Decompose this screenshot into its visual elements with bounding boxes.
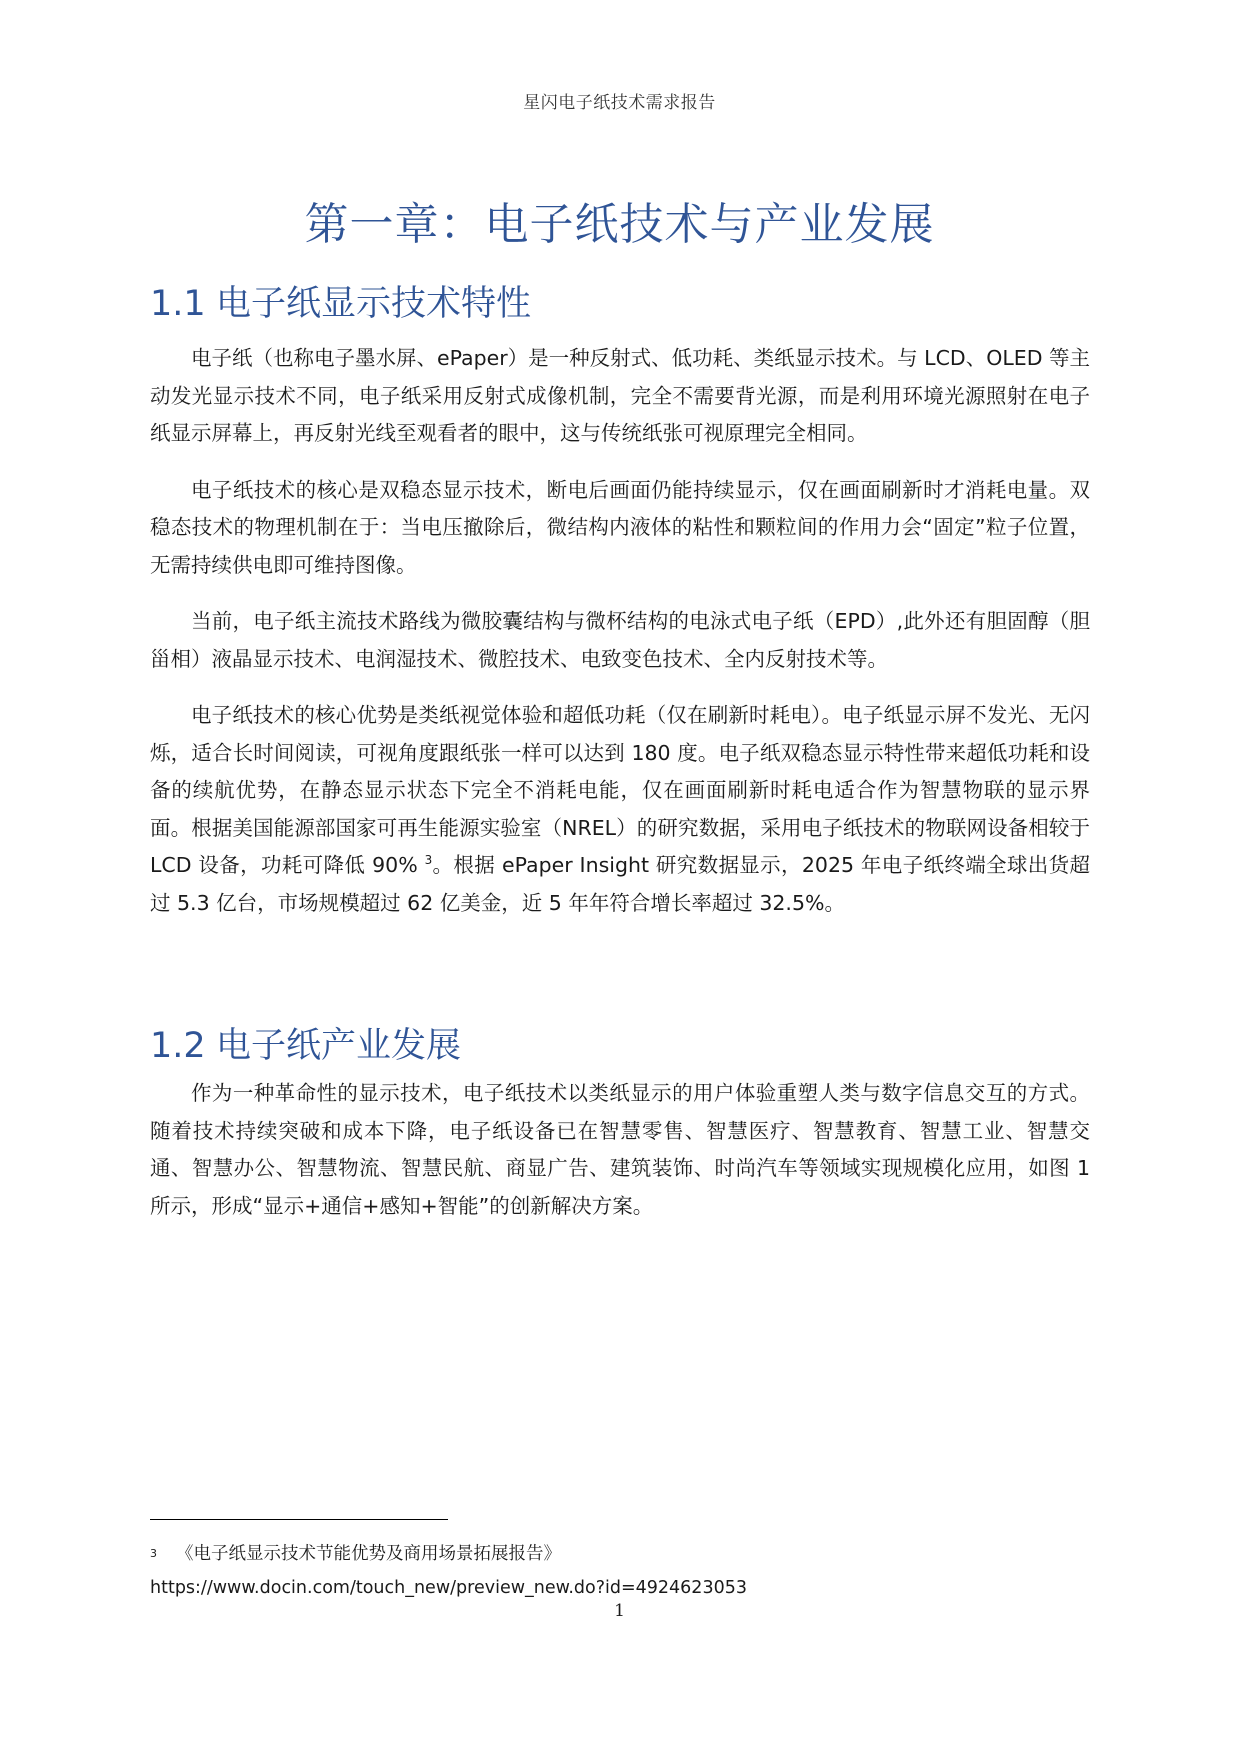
- footnote-mark: 3: [150, 1547, 157, 1560]
- paragraph-text-after-note: 。根据 ePaper Insight 研究数据显示，2025 年电子纸终端全球出货超过 5.3 亿台，市场规模超过 62 亿美金，近 5 年年符合增长率超过 32.5%。: [150, 853, 1090, 915]
- section-title: 电子纸产业发展: [216, 1026, 462, 1066]
- body-paragraph: 电子纸技术的核心是双稳态显示技术，断电后画面仍能持续显示，仅在画面刷新时才消耗电量。双稳态技术的物理机制在于：当电压撤除后，微结构内液体的粘性和颗粒间的作用力会“固定”粒子位置，无需持续供电即可维持图像。: [150, 477, 1090, 577]
- footnote-divider: [150, 1519, 448, 1520]
- section-number: 1.2: [150, 1026, 206, 1066]
- section-1-1-body: [150, 340, 1090, 941]
- section-1-2-body: [150, 1075, 1090, 1244]
- section-heading-1-1: [150, 276, 531, 326]
- body-paragraph: 电子纸（也称电子墨水屏、ePaper）是一种反射式、低功耗、类纸显示技术。与 LCD、OLED 等主动发光显示技术不同，电子纸采用反射式成像机制，完全不需要背光源，而是利用环境光源照射在电子纸显示屏幕上，再反射光线至观看者的眼中，这与传统纸张可视原理完全相同。: [150, 346, 1091, 445]
- running-header: 星闪电子纸技术需求报告: [523, 93, 716, 113]
- section-title: 电子纸显示技术特性: [216, 284, 532, 324]
- footnote-url[interactable]: https://www.docin.com/touch_new/preview_new.do?id=4924623053: [150, 1578, 747, 1598]
- footnote: [150, 1537, 1110, 1605]
- footnote-title: 《电子纸显示技术节能优势及商用场景拓展报告》: [176, 1544, 561, 1564]
- paragraph-text-before-note: 电子纸技术的核心优势是类纸视觉体验和超低功耗（仅在刷新时耗电）。电子纸显示屏不发光、无闪烁，适合长时间阅读，可视角度跟纸张一样可以达到 180 度。电子纸双稳态显示特性带来超低功耗和设备的续航优势，在静态显示状态下完全不消耗电能，仅在画面刷新时耗电适合作为智慧物联的显示界面。根据美国能源部国家可再生能源实验室（NREL）的研究数据，采用电子纸技术的物联网设备相较于 LCD 设备，功耗可降低 90%: [150, 703, 1090, 877]
- footnote-title-line: [150, 1537, 1110, 1571]
- footnote-reference[interactable]: 3: [424, 853, 433, 868]
- section-heading-1-2: [150, 1018, 461, 1068]
- section-number: 1.1: [150, 284, 206, 324]
- page-number: 1: [614, 1601, 625, 1621]
- chapter-title: 第一章：电子纸技术与产业发展: [304, 199, 935, 250]
- body-paragraph: 当前，电子纸主流技术路线为微胶囊结构与微杯结构的电泳式电子纸（EPD）,此外还有胆固醇（胆甾相）液晶显示技术、电润湿技术、微腔技术、电致变色技术、全内反射技术等。: [150, 609, 1090, 671]
- body-paragraph-with-footnote: [150, 697, 1090, 922]
- body-paragraph: 作为一种革命性的显示技术，电子纸技术以类纸显示的用户体验重塑人类与数字信息交互的方式。随着技术持续突破和成本下降，电子纸设备已在智慧零售、智慧医疗、智慧教育、智慧工业、智慧交通、智慧办公、智慧物流、智慧民航、商显广告、建筑装饰、时尚汽车等领域实现规模化应用，如图 1 所示，形成“显示+通信+感知+智能”的创新解决方案。: [150, 1081, 1090, 1218]
